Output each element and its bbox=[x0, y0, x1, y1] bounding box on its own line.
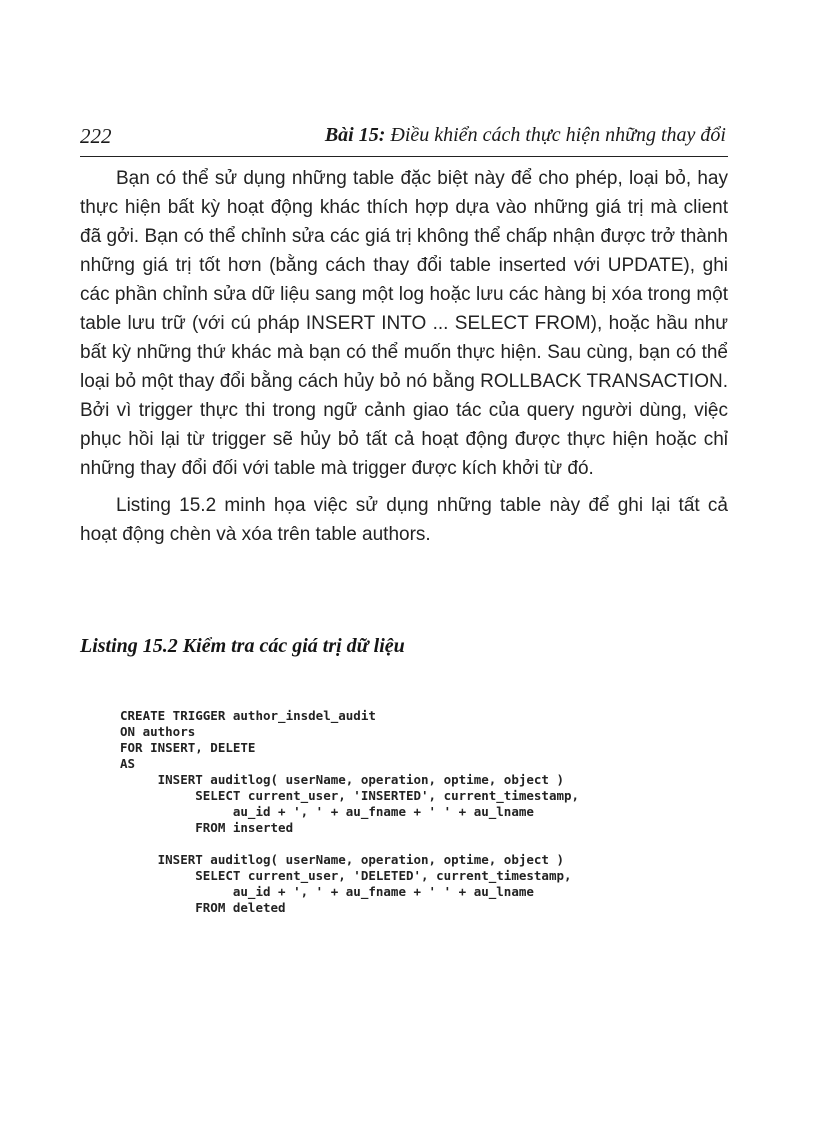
code-line: FROM inserted bbox=[120, 820, 294, 835]
page-number: 222 bbox=[80, 124, 112, 148]
code-line: INSERT auditlog( userName, operation, optime, object ) bbox=[120, 852, 565, 867]
lesson-label: Bài 15: bbox=[324, 124, 386, 146]
code-line-blank bbox=[120, 836, 720, 852]
code-line: SELECT current_user, 'DELETED', current_timestamp, bbox=[120, 868, 572, 883]
code-listing bbox=[120, 708, 720, 916]
body-text bbox=[80, 164, 728, 549]
code-line: au_id + ', ' + au_fname + ' ' + au_lname bbox=[120, 884, 534, 899]
code-line: au_id + ', ' + au_fname + ' ' + au_lname bbox=[120, 804, 534, 819]
code-line: FROM deleted bbox=[120, 900, 286, 915]
page-header bbox=[80, 122, 728, 157]
code-line: AS bbox=[120, 756, 136, 771]
paragraph-1: Bạn có thể sử dụng những table đặc biệt này để cho phép, loại bỏ, hay thực hiện bất kỳ hoạt động khác thích hợp dựa vào những giá trị mà client đã gởi. Bạn có thể chỉnh sửa các giá trị không thể chấp nhận được trở thành những giá trị tốt hơn (bằng cách thay đổi table inserted với UPDATE), ghi các phần chỉnh sửa dữ liệu sang một log hoặc lưu các hàng bị xóa trong một table lưu trữ (với cú pháp INSERT INTO ... SELECT FROM), hoặc hầu như bất kỳ những thứ khác mà bạn có thể muốn thực hiện. Sau cùng, bạn có thể loại bỏ một thay đổi bằng cách hủy bỏ nó bằng ROLLBACK TRANSACTION. Bởi vì trigger thực thi trong ngữ cảnh giao tác của query người dùng, việc phục hồi lại từ trigger sẽ hủy bỏ tất cả hoạt động được thực hiện hoặc chỉ những thay đổi đối với table mà trigger được kích khởi từ đó. bbox=[80, 168, 728, 479]
chapter-heading bbox=[325, 124, 726, 147]
code-line: ON authors bbox=[120, 724, 196, 739]
code-line: INSERT auditlog( userName, operation, optime, object ) bbox=[120, 772, 565, 787]
code-line: CREATE TRIGGER author_insdel_audit bbox=[120, 708, 376, 723]
code-line: SELECT current_user, 'INSERTED', current_timestamp, bbox=[120, 788, 580, 803]
chapter-title: Điều khiển cách thực hiện những thay đổi bbox=[390, 124, 726, 146]
listing-title: Listing 15.2 Kiểm tra các giá trị dữ liệu bbox=[80, 635, 405, 657]
paragraph-2: Listing 15.2 minh họa việc sử dụng những table này để ghi lại tất cả hoạt động chèn và xóa trên table authors. bbox=[80, 495, 728, 545]
code-line: FOR INSERT, DELETE bbox=[120, 740, 256, 755]
